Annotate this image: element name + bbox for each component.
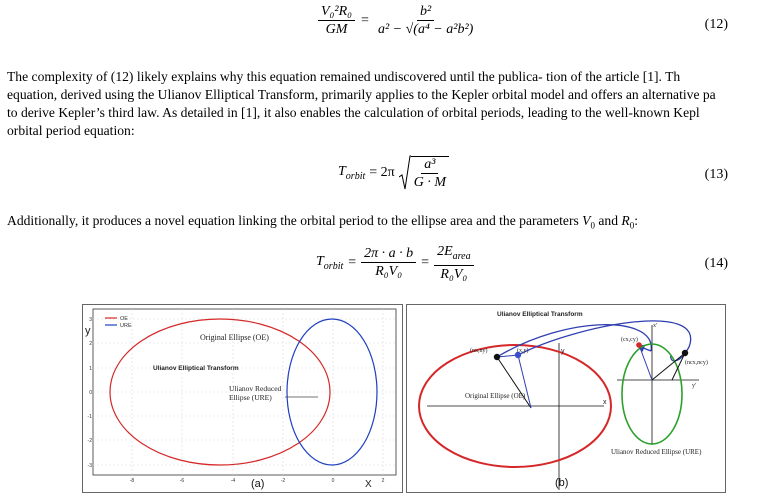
label-reduced-ellipse: Ulianov Reduced Ellipse (URE) [611, 448, 702, 456]
oe-transform-segment [518, 355, 531, 408]
x-tick: -8 [129, 478, 135, 484]
point-cx-cy [636, 342, 642, 348]
eq14-lhs [316, 254, 343, 272]
paragraph-1-line-3: to derive Kepler’s third law. As detailed in [1], it also enables the calculation of orbital periods, leading to the well-known Kepl [7, 105, 700, 120]
x-tick: -2 [280, 478, 286, 484]
y-axis-letter: y [85, 325, 91, 337]
eq13-radicand-denominator: G · M [413, 175, 446, 190]
eq12-rhs-numerator: b² [417, 4, 434, 21]
y-tick: 1 [89, 366, 92, 372]
eq13-radicand [411, 156, 449, 191]
figure-a-y-ticks [88, 317, 93, 469]
label-original-ellipse: Original Ellipse (OE) [200, 333, 269, 342]
x-axis-letter: X [365, 479, 372, 490]
figure-b-diagram [407, 305, 725, 492]
radical-sign-icon [399, 155, 411, 191]
reduced-ellipse [287, 319, 377, 465]
symbol-r: R [621, 213, 630, 228]
eq13-radicand-numerator: a³ [421, 157, 438, 174]
figure-a-legend [105, 316, 132, 329]
eq14-fraction-2-numerator-subscript: area [452, 250, 471, 262]
legend-oe-label: OE [120, 316, 128, 322]
label-cx-cy: (cx,cy) [621, 337, 638, 343]
paragraph-1-line-1: The complexity of (12) likely explains why this equation remained undiscovered until the publica- tion of the article [1]. Th [7, 69, 681, 84]
eq12-rhs-denominator: a² − √(a⁴ − a²b²) [377, 22, 474, 37]
eq14-fraction-1-numerator: 2π · a · b [361, 246, 416, 263]
point-nx-ny [494, 354, 500, 360]
label-ncx-ncy: (ncx,ncy) [685, 360, 708, 366]
eq14-fraction-2-numerator-main: 2E [437, 244, 453, 259]
eq14-fraction-2 [434, 244, 474, 282]
point-ncx-ncy [682, 350, 688, 356]
legend-ure-label: URE [120, 323, 132, 329]
ure-axis-x-prime-label: x' [653, 323, 658, 329]
paragraph-2-end: : [634, 213, 639, 228]
oe-axis-x-label: x [603, 399, 607, 406]
figure-panel-b [406, 304, 726, 493]
eq12-equals: = [361, 12, 369, 28]
eq14-lhs-symbol: T [316, 254, 324, 269]
y-tick: -1 [87, 414, 92, 420]
eq12-lhs-denominator: GM [325, 22, 348, 37]
symbol-v-subscript: 0 [590, 220, 595, 231]
paragraph-1-line-4: orbital period equation: [7, 123, 135, 138]
eq12-lhs-numerator: V₀²R₀ [318, 4, 355, 21]
label-ure-line-2: Ellipse (URE) [229, 393, 272, 402]
symbol-v: V [582, 213, 591, 228]
x-tick: -6 [179, 478, 185, 484]
oe-radius-line [497, 357, 531, 408]
eq14-fraction-2-denominator: R₀V₀ [440, 266, 468, 282]
x-tick: 0 [331, 478, 335, 484]
eq14-fraction-1 [361, 246, 416, 279]
eq13-lhs-subscript: orbit [345, 170, 366, 182]
paragraph-2 [7, 212, 762, 235]
eq13-lhs-symbol: T [338, 164, 346, 180]
y-tick: -3 [87, 463, 92, 469]
eq14-equals-2: = [421, 254, 430, 270]
symbol-r-subscript: 0 [629, 220, 635, 231]
equation-number-14: (14) [704, 256, 728, 271]
label-nx-ny: (nx,ny) [470, 348, 488, 354]
eq14-lhs-subscript: orbit [323, 260, 344, 272]
equation-12 [318, 4, 476, 37]
eq12-lhs [318, 4, 355, 37]
panel-label-a: (a) [251, 478, 265, 490]
y-tick: 0 [89, 390, 92, 396]
label-original-ellipse: Original Ellipse (OE) [465, 392, 526, 400]
ure-axis-y-prime-label: y' [692, 383, 697, 389]
equation-13 [338, 155, 449, 191]
y-tick: 2 [89, 341, 92, 347]
label-x-y: (x,y) [517, 348, 529, 354]
transform-curve [518, 321, 691, 361]
x-tick: 2 [381, 478, 385, 484]
label-ulianov-transform: Ulianov Elliptical Transform [153, 365, 239, 372]
equation-14 [316, 244, 474, 282]
oe-axis-y-label: y [561, 348, 565, 355]
eq13-lhs [338, 164, 365, 182]
y-tick: -2 [87, 438, 92, 444]
y-tick: 3 [89, 317, 92, 323]
eq14-fraction-1-denominator: R₀V₀ [375, 264, 403, 280]
paragraph-2-text: Additionally, it produces a novel equation linking the orbital period to the ellipse area and the parameters [7, 213, 583, 228]
eq14-fraction-2-numerator [434, 244, 474, 266]
figure-panel-a [82, 304, 403, 493]
eq12-rhs [375, 4, 476, 37]
figure-a-plot [83, 305, 402, 492]
equation-number-12: (12) [704, 17, 728, 32]
ure-radius-line [672, 353, 685, 380]
x-tick: -4 [230, 478, 236, 484]
eq14-equals-1: = [348, 254, 357, 270]
label-ure-line-1: Ulianov Reduced [229, 384, 282, 393]
equation-number-13: (13) [704, 167, 728, 182]
eq13-radical [399, 155, 449, 191]
paragraph-2-and: and [594, 213, 622, 228]
eq13-rhs-prefix: = 2π [369, 165, 395, 180]
figure-b-title: Ulianov Elliptical Transform [497, 311, 583, 318]
paragraph-1-line-2: equation, derived using the Ulianov Elliptical Transform, primarily applies to the Kepler orbital model and offers an alternative pa [7, 87, 716, 102]
panel-label-b: (b) [555, 477, 569, 489]
